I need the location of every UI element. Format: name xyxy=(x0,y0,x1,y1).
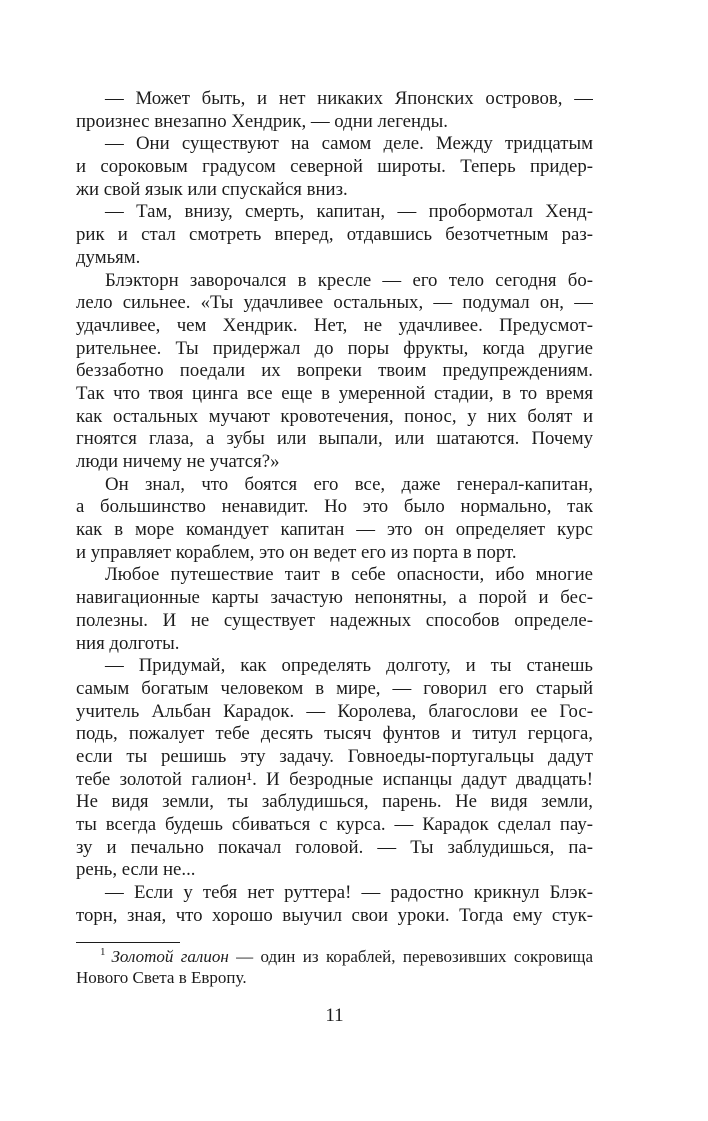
paragraph xyxy=(76,655,593,882)
paragraph xyxy=(76,201,593,269)
text-line: навигационные карты зачастую непонятны, а порой и бес- xyxy=(76,587,593,609)
text-line: учитель Альбан Карадок. — Королева, благослови ее Гос- xyxy=(76,700,593,722)
text-line: Не видя земли, ты заблудишься, парень. Не видя земли, xyxy=(76,791,593,813)
text-line: удачливее, чем Хендрик. Нет, не удачливее. Предусмот- xyxy=(76,314,593,336)
text-block xyxy=(76,88,593,927)
paragraph xyxy=(76,564,593,655)
text-line: рительнее. Ты придержал до поры фрукты, когда другие xyxy=(76,337,593,359)
text-line: гноятся глаза, а зубы или выпали, или шатаются. Почему xyxy=(76,428,593,450)
text-line: Так что твоя цинга все еще в умеренной стадии, в то время xyxy=(76,382,593,404)
text-line: Блэкторн заворочался в кресле — его тело сегодня бо- xyxy=(105,269,593,291)
text-line: тебе золотой галион¹. И безродные испанцы дадут двадцать! xyxy=(76,768,593,790)
text-line: ты всегда будешь сбиваться с курса. — Карадок сделал пау- xyxy=(76,814,593,835)
text-line: беззаботно поедали их вопреки твоим предупреждениям. xyxy=(76,360,593,382)
text-line: рик и стал смотреть вперед, отдавшись безотчетным раз- xyxy=(76,224,593,246)
page-number: 11 xyxy=(325,1005,344,1026)
text-line: жи свой язык или спускайся вниз. xyxy=(76,178,348,200)
text-line: люди ничему не учатся?» xyxy=(76,451,280,472)
text-line: и сороковым градусом северной широты. Теперь придер- xyxy=(76,156,593,178)
footnote-line xyxy=(76,946,593,967)
paragraph xyxy=(76,270,593,474)
text-line: — Там, внизу, смерть, капитан, — пробормотал Хенд- xyxy=(105,201,593,223)
footnote-divider xyxy=(76,942,180,943)
footnote-marker: 1 xyxy=(100,946,106,959)
text-line: — Если у тебя нет руттера! — радостно крикнул Блэк- xyxy=(105,882,593,904)
text-line: зу и печально покачал головой. — Ты заблудишься, па- xyxy=(76,836,593,858)
text-line: — Придумай, как определять долготу, и ты станешь xyxy=(105,655,593,677)
text-line: торн, зная, что хорошо выучил свои уроки. Тогда ему стук- xyxy=(76,904,593,926)
footnote-text: — один из кораблей, перевозивших сокровища xyxy=(228,947,593,966)
text-line: думьям. xyxy=(76,246,141,268)
text-line: — Может быть, и нет никаких Японских островов, — xyxy=(105,88,593,109)
text-line: если ты решишь эту задачу. Говноеды-португальцы дадут xyxy=(76,745,593,767)
paragraph xyxy=(76,133,593,201)
footnote-line: Нового Света в Европу. xyxy=(76,968,247,987)
paragraph xyxy=(76,88,593,133)
text-line: подь, пожалует тебе десять тысяч фунтов и титул герцога, xyxy=(76,723,593,745)
text-line: Он знал, что боятся его все, даже генерал-капитан, xyxy=(105,473,593,495)
text-line: самым богатым человеком в мире, — говорил его старый xyxy=(76,677,593,699)
text-line: — Они существуют на самом деле. Между тридцатым xyxy=(105,133,593,155)
text-line: как остальных мучают кровотечения, понос, у них болят и xyxy=(76,405,593,427)
text-line: ния долготы. xyxy=(76,632,180,654)
text-line: Любое путешествие таит в себе опасности, ибо многие xyxy=(105,564,593,586)
footnote-term: Золотой галион xyxy=(111,947,229,966)
text-line: а большинство ненавидит. Но это было нормально, так xyxy=(76,496,593,518)
text-line: рень, если не... xyxy=(76,859,196,881)
text-line: произнес внезапно Хендрик, — одни легенды. xyxy=(76,110,448,132)
footnote xyxy=(76,946,593,988)
text-line: лело сильнее. «Ты удачливее остальных, — подумал он, — xyxy=(76,292,593,314)
text-line: полезны. И не существует надежных способов определе- xyxy=(76,609,593,631)
paragraph xyxy=(76,882,593,927)
text-line: как в море командует капитан — это он определяет курс xyxy=(76,519,593,541)
paragraph xyxy=(76,474,593,565)
text-line: и управляет кораблем, это он ведет его из порта в порт. xyxy=(76,541,517,563)
